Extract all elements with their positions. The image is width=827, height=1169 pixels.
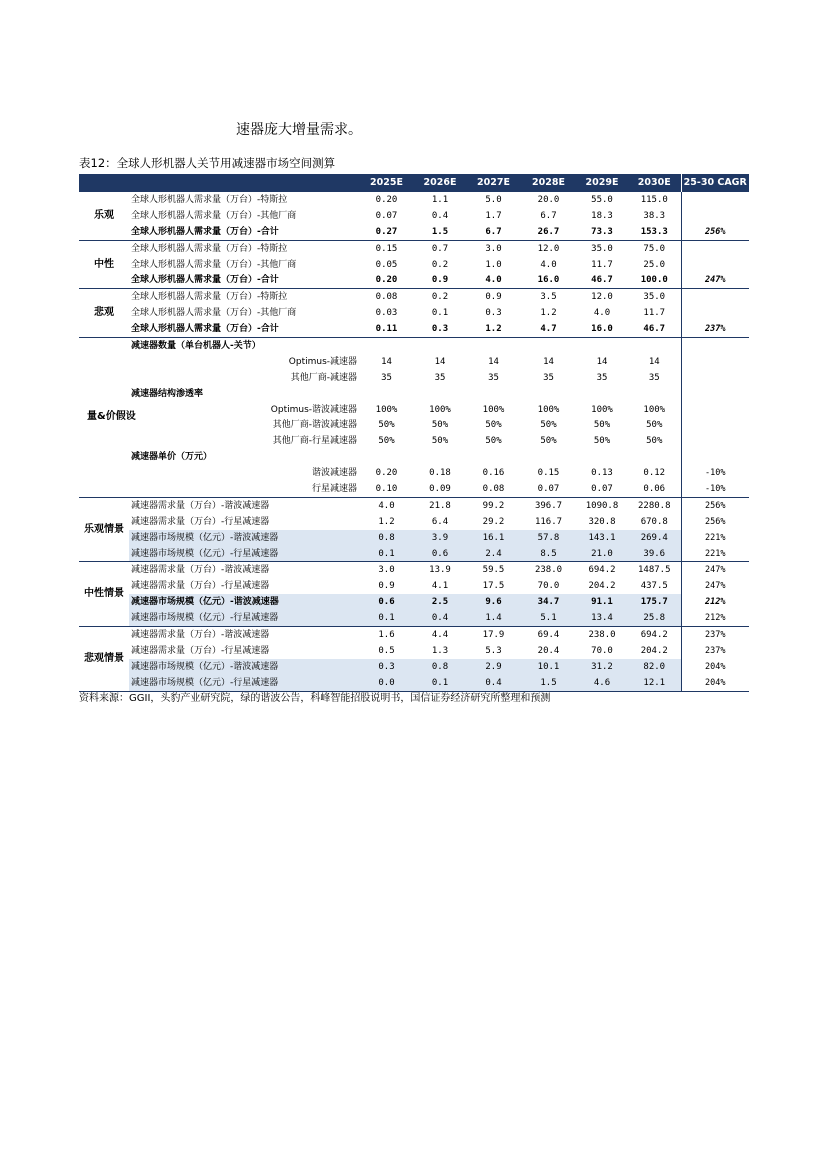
value-cell: 14 [543, 356, 554, 367]
value-cell: 16.0 [521, 272, 576, 288]
value-cell: 4.0 [378, 500, 395, 511]
row-label: 减速器需求量（万台）-行星减速器 [131, 581, 270, 592]
value-cell: 70.0 [537, 581, 560, 592]
value-cell: 6.7 [540, 210, 557, 221]
row-label: 全球人形机器人需求量（万台）-特斯拉 [131, 194, 288, 205]
table-row [79, 449, 749, 465]
value-cell: 12.0 [537, 243, 560, 254]
value-cell: 0.18 [429, 468, 451, 479]
header-cell: 2029E [576, 174, 628, 192]
value-cell: 0.16 [482, 468, 505, 479]
row-label: 减速器市场规模（亿元）-谐波减速器 [129, 659, 359, 675]
row-label: 全球人形机器人需求量（万台）-其他厂商 [131, 259, 297, 270]
row-label: 减速器需求量（万台）-行星减速器 [131, 645, 270, 656]
cagr-cell [681, 402, 749, 418]
cagr-cell: 221% [681, 546, 749, 562]
cagr-cell [681, 240, 749, 256]
table-row [79, 627, 749, 643]
table-body [79, 192, 749, 691]
value-cell: 1.7 [485, 210, 502, 221]
value-cell: 55.0 [591, 194, 613, 205]
value-cell: 1.4 [466, 610, 521, 626]
table-row [79, 417, 749, 433]
cagr-cell: 237% [681, 627, 749, 643]
row-label: 减速器市场规模（亿元）-行星减速器 [129, 546, 359, 562]
cagr-cell: 221% [681, 530, 749, 546]
table-row [79, 305, 749, 321]
value-cell: 0.15 [375, 243, 398, 254]
value-cell: 13.9 [429, 565, 451, 576]
value-cell: 99.2 [482, 500, 505, 511]
row-label: 其他厂商-减速器 [290, 372, 357, 383]
value-cell: 14 [434, 356, 446, 367]
header-cell: 2028E [521, 174, 576, 192]
value-cell: 91.1 [576, 594, 628, 610]
value-cell: 153.3 [628, 224, 681, 240]
value-cell: 5.1 [521, 610, 576, 626]
row-label: 全球人形机器人需求量（万台）-特斯拉 [131, 292, 288, 303]
cagr-cell: 204% [681, 659, 749, 675]
value-cell: 116.7 [534, 516, 563, 527]
value-cell: 0.3 [414, 321, 466, 337]
section-subheading: 减速器单价（万元） [131, 452, 213, 463]
value-cell: 35 [596, 372, 608, 383]
value-cell: 50% [378, 436, 395, 447]
header-cell: 25-30 CAGR [681, 174, 749, 192]
value-cell: 1.2 [466, 321, 521, 337]
table-row [79, 289, 749, 305]
value-cell: 0.07 [521, 481, 576, 497]
value-cell: 3.9 [414, 530, 466, 546]
table-row [79, 240, 749, 256]
value-cell: 25.8 [628, 610, 681, 626]
value-cell: 35 [434, 372, 446, 383]
value-cell: 1.2 [540, 308, 557, 319]
value-cell: 4.0 [466, 272, 521, 288]
value-cell: 1090.8 [585, 500, 619, 511]
value-cell: 238.0 [588, 629, 616, 640]
value-cell: 1.5 [521, 675, 576, 691]
cagr-cell: 237% [681, 321, 749, 337]
cagr-cell [681, 257, 749, 273]
value-cell: 50% [431, 420, 449, 431]
table-row [79, 514, 749, 530]
table-row [79, 530, 749, 546]
value-cell: 0.03 [375, 308, 398, 319]
cagr-cell [681, 305, 749, 321]
value-cell: 14 [648, 356, 660, 367]
value-cell: 0.1 [431, 308, 449, 319]
value-cell: 50% [540, 436, 557, 447]
value-cell: 0.8 [414, 659, 466, 675]
value-cell: 6.4 [431, 516, 449, 527]
value-cell: 50% [485, 436, 502, 447]
value-cell: 0.27 [359, 224, 414, 240]
value-cell: 0.1 [359, 610, 414, 626]
row-label: 全球人形机器人需求量（万台）-合计 [129, 224, 359, 240]
value-cell: 100% [537, 404, 560, 415]
value-cell: 57.8 [521, 530, 576, 546]
table-row [79, 402, 749, 418]
value-cell: 100% [591, 404, 613, 415]
value-cell: 204.2 [588, 581, 616, 592]
value-cell: 4.7 [521, 321, 576, 337]
table-row [79, 643, 749, 659]
table-row [79, 386, 749, 402]
table-row [79, 610, 749, 626]
value-cell: 0.6 [414, 546, 466, 562]
value-cell: 3.0 [485, 243, 502, 254]
value-cell: 0.13 [591, 468, 613, 479]
source-note: 资料来源：GGII，头豹产业研究院，绿的谐波公告，科峰智能招股说明书，国信证券经济研究所整理和预测 [79, 693, 551, 704]
value-cell: 0.3 [485, 308, 502, 319]
value-cell: 5.0 [485, 194, 502, 205]
value-cell: 12.1 [628, 675, 681, 691]
value-cell: 17.5 [482, 581, 505, 592]
value-cell: 2.4 [466, 546, 521, 562]
value-cell: 50% [593, 436, 611, 447]
row-label: 减速器市场规模（亿元）-谐波减速器 [129, 594, 359, 610]
table-title: 表12：全球人形机器人关节用减速器市场空间测算 [79, 156, 336, 170]
value-cell: 0.1 [414, 675, 466, 691]
value-cell: 204.2 [640, 645, 668, 656]
scenario-label: 乐观情景 [79, 497, 129, 562]
value-cell: 11.7 [591, 259, 613, 270]
cagr-cell: 256% [681, 224, 749, 240]
value-cell: 14 [488, 356, 499, 367]
value-cell: 1.1 [431, 194, 449, 205]
value-cell: 20.4 [537, 645, 560, 656]
table-row [79, 321, 749, 337]
row-label: 其他厂商-行星减速器 [272, 436, 357, 447]
value-cell: 14 [381, 356, 392, 367]
value-cell: 0.12 [643, 468, 666, 479]
value-cell: 0.8 [359, 530, 414, 546]
value-cell: 35 [648, 372, 660, 383]
value-cell: 437.5 [640, 581, 668, 592]
value-cell: 0.20 [375, 194, 398, 205]
cagr-cell [681, 386, 749, 402]
value-cell: 4.6 [576, 675, 628, 691]
table-row [79, 594, 749, 610]
value-cell: 0.08 [375, 292, 398, 303]
value-cell: 50% [431, 436, 449, 447]
value-cell: 8.5 [521, 546, 576, 562]
value-cell: 0.7 [431, 243, 449, 254]
value-cell: 100% [375, 404, 398, 415]
table-row [79, 208, 749, 224]
value-cell: 3.0 [378, 565, 395, 576]
value-cell: 5.3 [485, 645, 502, 656]
header-cell: 2025E [359, 174, 414, 192]
value-cell: 100.0 [628, 272, 681, 288]
value-cell: 25.0 [643, 259, 666, 270]
value-cell: 1.2 [378, 516, 395, 527]
value-cell: 6.7 [466, 224, 521, 240]
value-cell: 26.7 [521, 224, 576, 240]
header-cell: 2027E [466, 174, 521, 192]
cagr-cell: -10% [681, 481, 749, 497]
value-cell: 3.5 [540, 292, 557, 303]
row-label: 全球人形机器人需求量（万台）-其他厂商 [131, 308, 297, 319]
value-cell: 12.0 [591, 292, 613, 303]
value-cell: 0.07 [375, 210, 398, 221]
row-label: 减速器市场规模（亿元）-行星减速器 [129, 675, 359, 691]
table-row [79, 465, 749, 481]
value-cell: 50% [646, 420, 663, 431]
value-cell: 0.6 [359, 594, 414, 610]
cagr-cell: 247% [681, 562, 749, 578]
value-cell: 1.6 [378, 629, 395, 640]
table-row [79, 257, 749, 273]
row-label: 其他厂商-谐波减速器 [272, 420, 357, 431]
value-cell: 1.5 [414, 224, 466, 240]
value-cell: 0.1 [359, 546, 414, 562]
value-cell: 100% [482, 404, 505, 415]
value-cell: 0.10 [359, 481, 414, 497]
value-cell: 34.7 [521, 594, 576, 610]
value-cell: 0.2 [431, 292, 449, 303]
value-cell: 13.4 [576, 610, 628, 626]
value-cell: 1.3 [431, 645, 449, 656]
value-cell: 115.0 [640, 194, 668, 205]
value-cell: 59.5 [482, 565, 505, 576]
table-row [79, 354, 749, 370]
cagr-cell: 212% [681, 594, 749, 610]
value-cell: 16.0 [576, 321, 628, 337]
table-row [79, 192, 749, 208]
value-cell: 4.1 [431, 581, 449, 592]
header-cell [79, 174, 129, 192]
cagr-cell: -10% [681, 465, 749, 481]
table-row [79, 481, 749, 497]
table-row [79, 497, 749, 513]
row-label: 减速器市场规模（亿元）-行星减速器 [129, 610, 359, 626]
value-cell: 29.2 [482, 516, 505, 527]
value-cell: 0.11 [359, 321, 414, 337]
value-cell: 39.6 [628, 546, 681, 562]
row-label: 减速器需求量（万台）-行星减速器 [131, 516, 270, 527]
value-cell: 694.2 [640, 629, 668, 640]
value-cell: 0.3 [359, 659, 414, 675]
row-label: Optimus-减速器 [288, 356, 357, 367]
scenario-label: 乐观 [79, 192, 129, 240]
value-cell: 4.0 [540, 259, 557, 270]
cagr-cell: 256% [681, 514, 749, 530]
value-cell: 9.6 [466, 594, 521, 610]
value-cell: 694.2 [588, 565, 616, 576]
cagr-cell [681, 370, 749, 386]
cagr-cell: 212% [681, 610, 749, 626]
value-cell: 1.0 [485, 259, 502, 270]
value-cell: 35 [381, 372, 392, 383]
intro-text: 速器庞大增量需求。 [236, 122, 362, 138]
value-cell: 50% [378, 420, 395, 431]
value-cell: 0.05 [375, 259, 398, 270]
value-cell: 2.5 [414, 594, 466, 610]
value-cell: 100% [643, 404, 666, 415]
header-cell: 2030E [628, 174, 681, 192]
value-cell: 21.8 [429, 500, 451, 511]
table-row [79, 562, 749, 578]
value-cell: 50% [646, 436, 663, 447]
value-cell: 0.4 [431, 210, 449, 221]
cagr-cell [681, 417, 749, 433]
cagr-cell [681, 192, 749, 208]
value-cell: 70.0 [591, 645, 613, 656]
value-cell: 35.0 [643, 292, 666, 303]
cagr-cell [681, 338, 749, 354]
scenario-label: 中性情景 [79, 562, 129, 627]
value-cell: 0.15 [537, 468, 560, 479]
value-cell: 75.0 [643, 243, 666, 254]
value-cell: 269.4 [628, 530, 681, 546]
value-cell: 0.20 [375, 468, 398, 479]
row-label: Optimus-谐波减速器 [270, 404, 357, 415]
value-cell: 73.3 [576, 224, 628, 240]
value-cell: 50% [485, 420, 502, 431]
scenario-label: 量&价假设 [79, 338, 129, 498]
header-cell [129, 174, 359, 192]
value-cell: 20.0 [537, 194, 560, 205]
value-cell: 4.0 [593, 308, 611, 319]
row-label: 全球人形机器人需求量（万台）-特斯拉 [131, 243, 288, 254]
value-cell: 0.08 [466, 481, 521, 497]
value-cell: 38.3 [643, 210, 666, 221]
table-header [79, 174, 749, 192]
section-subheading: 减速器数量（单台机器人-关节） [131, 340, 261, 351]
header-cell: 2026E [414, 174, 466, 192]
value-cell: 35 [543, 372, 554, 383]
value-cell: 0.09 [414, 481, 466, 497]
value-cell: 0.4 [414, 610, 466, 626]
row-label: 全球人形机器人需求量（万台）-其他厂商 [131, 210, 297, 221]
scenario-label: 中性 [79, 240, 129, 289]
table-row [79, 659, 749, 675]
table-row [79, 272, 749, 288]
scenario-label: 悲观 [79, 289, 129, 338]
value-cell: 2.9 [466, 659, 521, 675]
cagr-cell: 256% [681, 497, 749, 513]
value-cell: 0.20 [359, 272, 414, 288]
row-label: 行星减速器 [129, 481, 359, 497]
row-label: 全球人形机器人需求量（万台）-合计 [129, 272, 359, 288]
table-row [79, 224, 749, 240]
cagr-cell [681, 208, 749, 224]
cagr-cell: 247% [681, 272, 749, 288]
value-cell: 396.7 [534, 500, 563, 511]
table-row [79, 370, 749, 386]
value-cell: 46.7 [628, 321, 681, 337]
cagr-cell [681, 289, 749, 305]
row-label: 减速器需求量（万台）-谐波减速器 [131, 629, 270, 640]
value-cell: 21.0 [576, 546, 628, 562]
value-cell: 50% [540, 420, 557, 431]
value-cell: 0.4 [466, 675, 521, 691]
value-cell: 0.06 [628, 481, 681, 497]
row-label: 谐波减速器 [311, 468, 357, 479]
value-cell: 0.5 [378, 645, 395, 656]
value-cell: 670.8 [640, 516, 668, 527]
cagr-cell [681, 354, 749, 370]
value-cell: 100% [429, 404, 451, 415]
value-cell: 17.9 [482, 629, 505, 640]
value-cell: 0.9 [414, 272, 466, 288]
value-cell: 0.2 [431, 259, 449, 270]
value-cell: 69.4 [537, 629, 560, 640]
value-cell: 320.8 [588, 516, 616, 527]
row-label: 全球人形机器人需求量（万台）-合计 [129, 321, 359, 337]
value-cell: 238.0 [534, 565, 563, 576]
cagr-cell: 247% [681, 578, 749, 594]
table-row [79, 546, 749, 562]
value-cell: 2280.8 [637, 500, 671, 511]
row-label: 减速器市场规模（亿元）-谐波减速器 [129, 530, 359, 546]
value-cell: 46.7 [576, 272, 628, 288]
table-row [79, 578, 749, 594]
cagr-cell: 237% [681, 643, 749, 659]
value-cell: 31.2 [576, 659, 628, 675]
value-cell: 1487.5 [637, 565, 671, 576]
value-cell: 14 [596, 356, 608, 367]
cagr-cell [681, 449, 749, 465]
value-cell: 175.7 [628, 594, 681, 610]
value-cell: 35 [488, 372, 499, 383]
cagr-cell [681, 433, 749, 449]
table-row [79, 338, 749, 354]
value-cell: 10.1 [521, 659, 576, 675]
table-row [79, 433, 749, 449]
value-cell: 16.1 [466, 530, 521, 546]
market-estimate-table [79, 174, 749, 692]
value-cell: 0.9 [485, 292, 502, 303]
value-cell: 4.4 [431, 629, 449, 640]
value-cell: 82.0 [628, 659, 681, 675]
value-cell: 11.7 [643, 308, 666, 319]
value-cell: 18.3 [591, 210, 613, 221]
section-subheading: 减速器结构渗透率 [131, 388, 204, 399]
scenario-label: 悲观情景 [79, 627, 129, 692]
value-cell: 50% [593, 420, 611, 431]
row-label: 减速器需求量（万台）-谐波减速器 [131, 500, 270, 511]
value-cell: 0.9 [378, 581, 395, 592]
value-cell: 0.07 [576, 481, 628, 497]
row-label: 减速器需求量（万台）-谐波减速器 [131, 565, 270, 576]
cagr-cell: 204% [681, 675, 749, 691]
value-cell: 0.0 [359, 675, 414, 691]
value-cell: 143.1 [576, 530, 628, 546]
value-cell: 35.0 [591, 243, 613, 254]
